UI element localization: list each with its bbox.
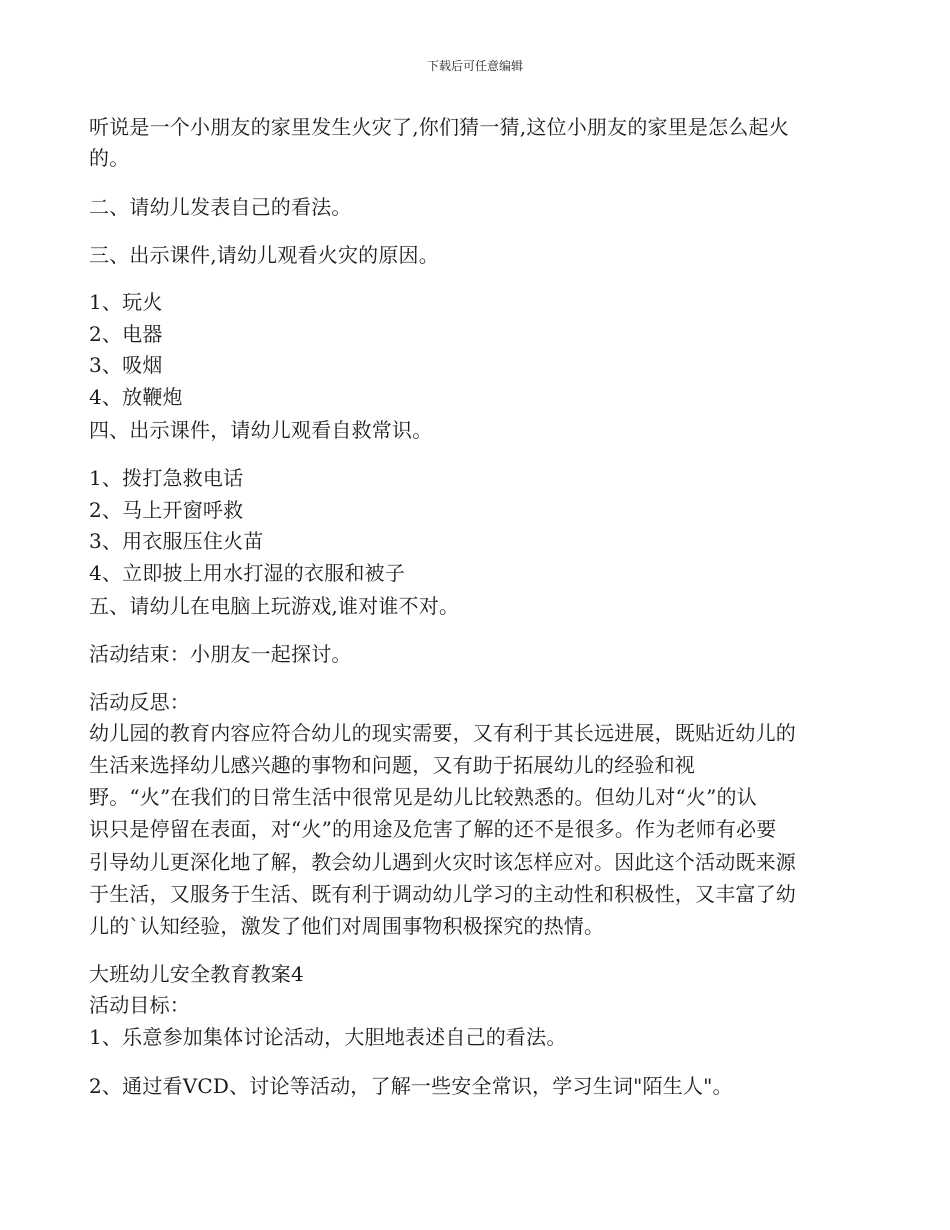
- section-heading: 活动反思：: [89, 690, 190, 714]
- list-item: 2、电器: [89, 322, 163, 346]
- paragraph-line: 于生活，又服务于生活、既有利于调动幼儿学习的主动性和积极性，又丰富了幼: [89, 882, 796, 906]
- list-item: 3、用衣服压住火苗: [89, 529, 264, 553]
- paragraph-line: 二、请幼儿发表自己的看法。: [89, 195, 352, 219]
- list-item: 4、放鞭炮: [89, 385, 183, 409]
- paragraph-line: 幼儿园的教育内容应符合幼儿的现实需要，又有利于其长远进展，既贴近幼儿的: [89, 721, 796, 745]
- section-heading: 大班幼儿安全教育教案4: [89, 962, 304, 986]
- list-item: 3、吸烟: [89, 353, 163, 377]
- paragraph-line: 野。“火”在我们的日常生活中很常见是幼儿比较熟悉的。但幼儿对“火”的认: [89, 785, 757, 809]
- paragraph-line: 活动结束：小朋友一起探讨。: [89, 642, 352, 666]
- list-item: 1、玩火: [89, 290, 163, 314]
- section-heading: 活动目标：: [89, 993, 190, 1017]
- paragraph-line: 生活来选择幼儿感兴趣的事物和问题，又有助于拓展幼儿的经验和视: [89, 753, 695, 777]
- paragraph-line: 引导幼儿更深化地了解，教会幼儿遇到火灾时该怎样应对。因此这个活动既来源: [89, 850, 796, 874]
- paragraph-line: 的。: [89, 146, 130, 170]
- list-item: 1、拨打急救电话: [89, 466, 244, 490]
- page-header: 下载后可任意编辑: [426, 59, 523, 73]
- paragraph-line: 儿的`认知经验，激发了他们对周围事物积极探究的热情。: [89, 914, 605, 938]
- list-item: 2、通过看VCD、讨论等活动，了解一些安全常识，学习生词"陌生人"。: [89, 1074, 733, 1098]
- list-item: 1、乐意参加集体讨论活动，大胆地表述自己的看法。: [89, 1025, 567, 1049]
- paragraph-line: 识只是停留在表面，对“火”的用途及危害了解的还不是很多。作为老师有必要: [89, 817, 777, 841]
- list-item: 4、立即披上用水打湿的衣服和被子: [89, 561, 405, 585]
- paragraph-line: 三、出示课件,请幼儿观看火灾的原因。: [89, 243, 439, 267]
- paragraph-line: 五、请幼儿在电脑上玩游戏,谁对谁不对。: [89, 594, 460, 618]
- list-item: 2、马上开窗呼救: [89, 498, 244, 522]
- paragraph-line: 听说是一个小朋友的家里发生火灾了,你们猜一猜,这位小朋友的家里是怎么起火: [89, 115, 789, 139]
- paragraph-line: 四、出示课件，请幼儿观看自救常识。: [89, 418, 433, 442]
